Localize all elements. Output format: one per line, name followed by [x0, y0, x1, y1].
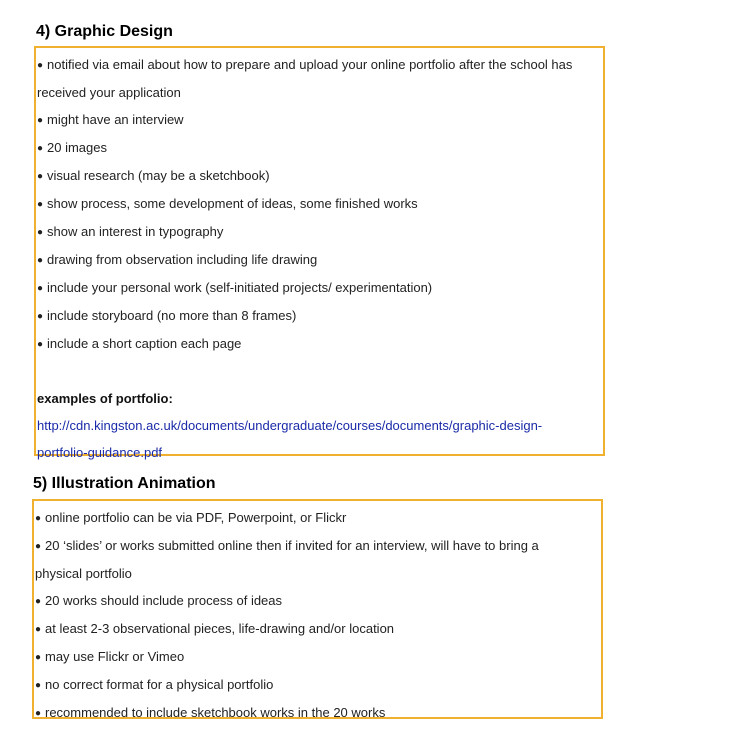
portfolio-guidance-link[interactable] [37, 412, 603, 466]
list-item: ● 20 works should include process of ideas [35, 587, 601, 615]
bullet-icon: ● [37, 60, 44, 71]
bullet-icon: ● [35, 708, 42, 719]
illustration-animation-box [32, 499, 603, 719]
list-item: ● no correct format for a physical portfolio [35, 671, 601, 699]
bullet-icon: ● [37, 255, 44, 266]
section-heading-graphic-design: 4) Graphic Design [36, 23, 173, 40]
bullet-icon: ● [37, 199, 44, 210]
list-item: ● include storyboard (no more than 8 frames) [37, 302, 603, 330]
bullet-icon: ● [35, 513, 42, 524]
list-item: ● drawing from observation including life drawing [37, 246, 603, 274]
bullet-icon: ● [37, 143, 44, 154]
list-item: ● visual research (may be a sketchbook) [37, 162, 603, 190]
graphic-design-box [34, 46, 605, 460]
bullet-icon: ● [35, 624, 42, 635]
list-item-continuation: received your application [37, 85, 181, 100]
list-item: ● 20 images [37, 134, 603, 162]
bullet-icon: ● [37, 339, 44, 350]
section-heading-illustration-animation: 5) Illustration Animation [33, 475, 216, 492]
spacer [37, 358, 603, 385]
link-line-1[interactable]: http://cdn.kingston.ac.uk/documents/undergraduate/courses/documents/graphic-design- [37, 418, 543, 433]
link-line-2[interactable]: portfolio-guidance.pdf [37, 445, 163, 460]
examples-label: examples of portfolio: [37, 391, 173, 406]
list-item: ● 20 ‘slides’ or works submitted online then if invited for an interview, will have to bring a [35, 532, 601, 560]
list-item: ● might have an interview [37, 106, 603, 134]
list-item: ● show process, some development of ideas, some finished works [37, 190, 603, 218]
list-item-continuation: physical portfolio [35, 566, 132, 581]
list-item: ● include a short caption each page [37, 330, 603, 358]
list-item: ● at least 2-3 observational pieces, life-drawing and/or location [35, 615, 601, 643]
bullet-icon: ● [35, 652, 42, 663]
bullet-icon: ● [35, 596, 42, 607]
list-item: ● show an interest in typography [37, 218, 603, 246]
bullet-icon: ● [37, 227, 44, 238]
bullet-icon: ● [37, 311, 44, 322]
bullet-icon: ● [37, 171, 44, 182]
bullet-icon: ● [37, 283, 44, 294]
list-item: ● recommended to include sketchbook works in the 20 works [35, 699, 601, 727]
bullet-icon: ● [35, 680, 42, 691]
list-item: ● may use Flickr or Vimeo [35, 643, 601, 671]
list-item: ● notified via email about how to prepare and upload your online portfolio after the school has [37, 51, 603, 79]
bullet-icon: ● [37, 115, 44, 126]
bullet-icon: ● [35, 541, 42, 552]
list-item: ● online portfolio can be via PDF, Powerpoint, or Flickr [35, 504, 601, 532]
list-item: ● include your personal work (self-initiated projects/ experimentation) [37, 274, 603, 302]
